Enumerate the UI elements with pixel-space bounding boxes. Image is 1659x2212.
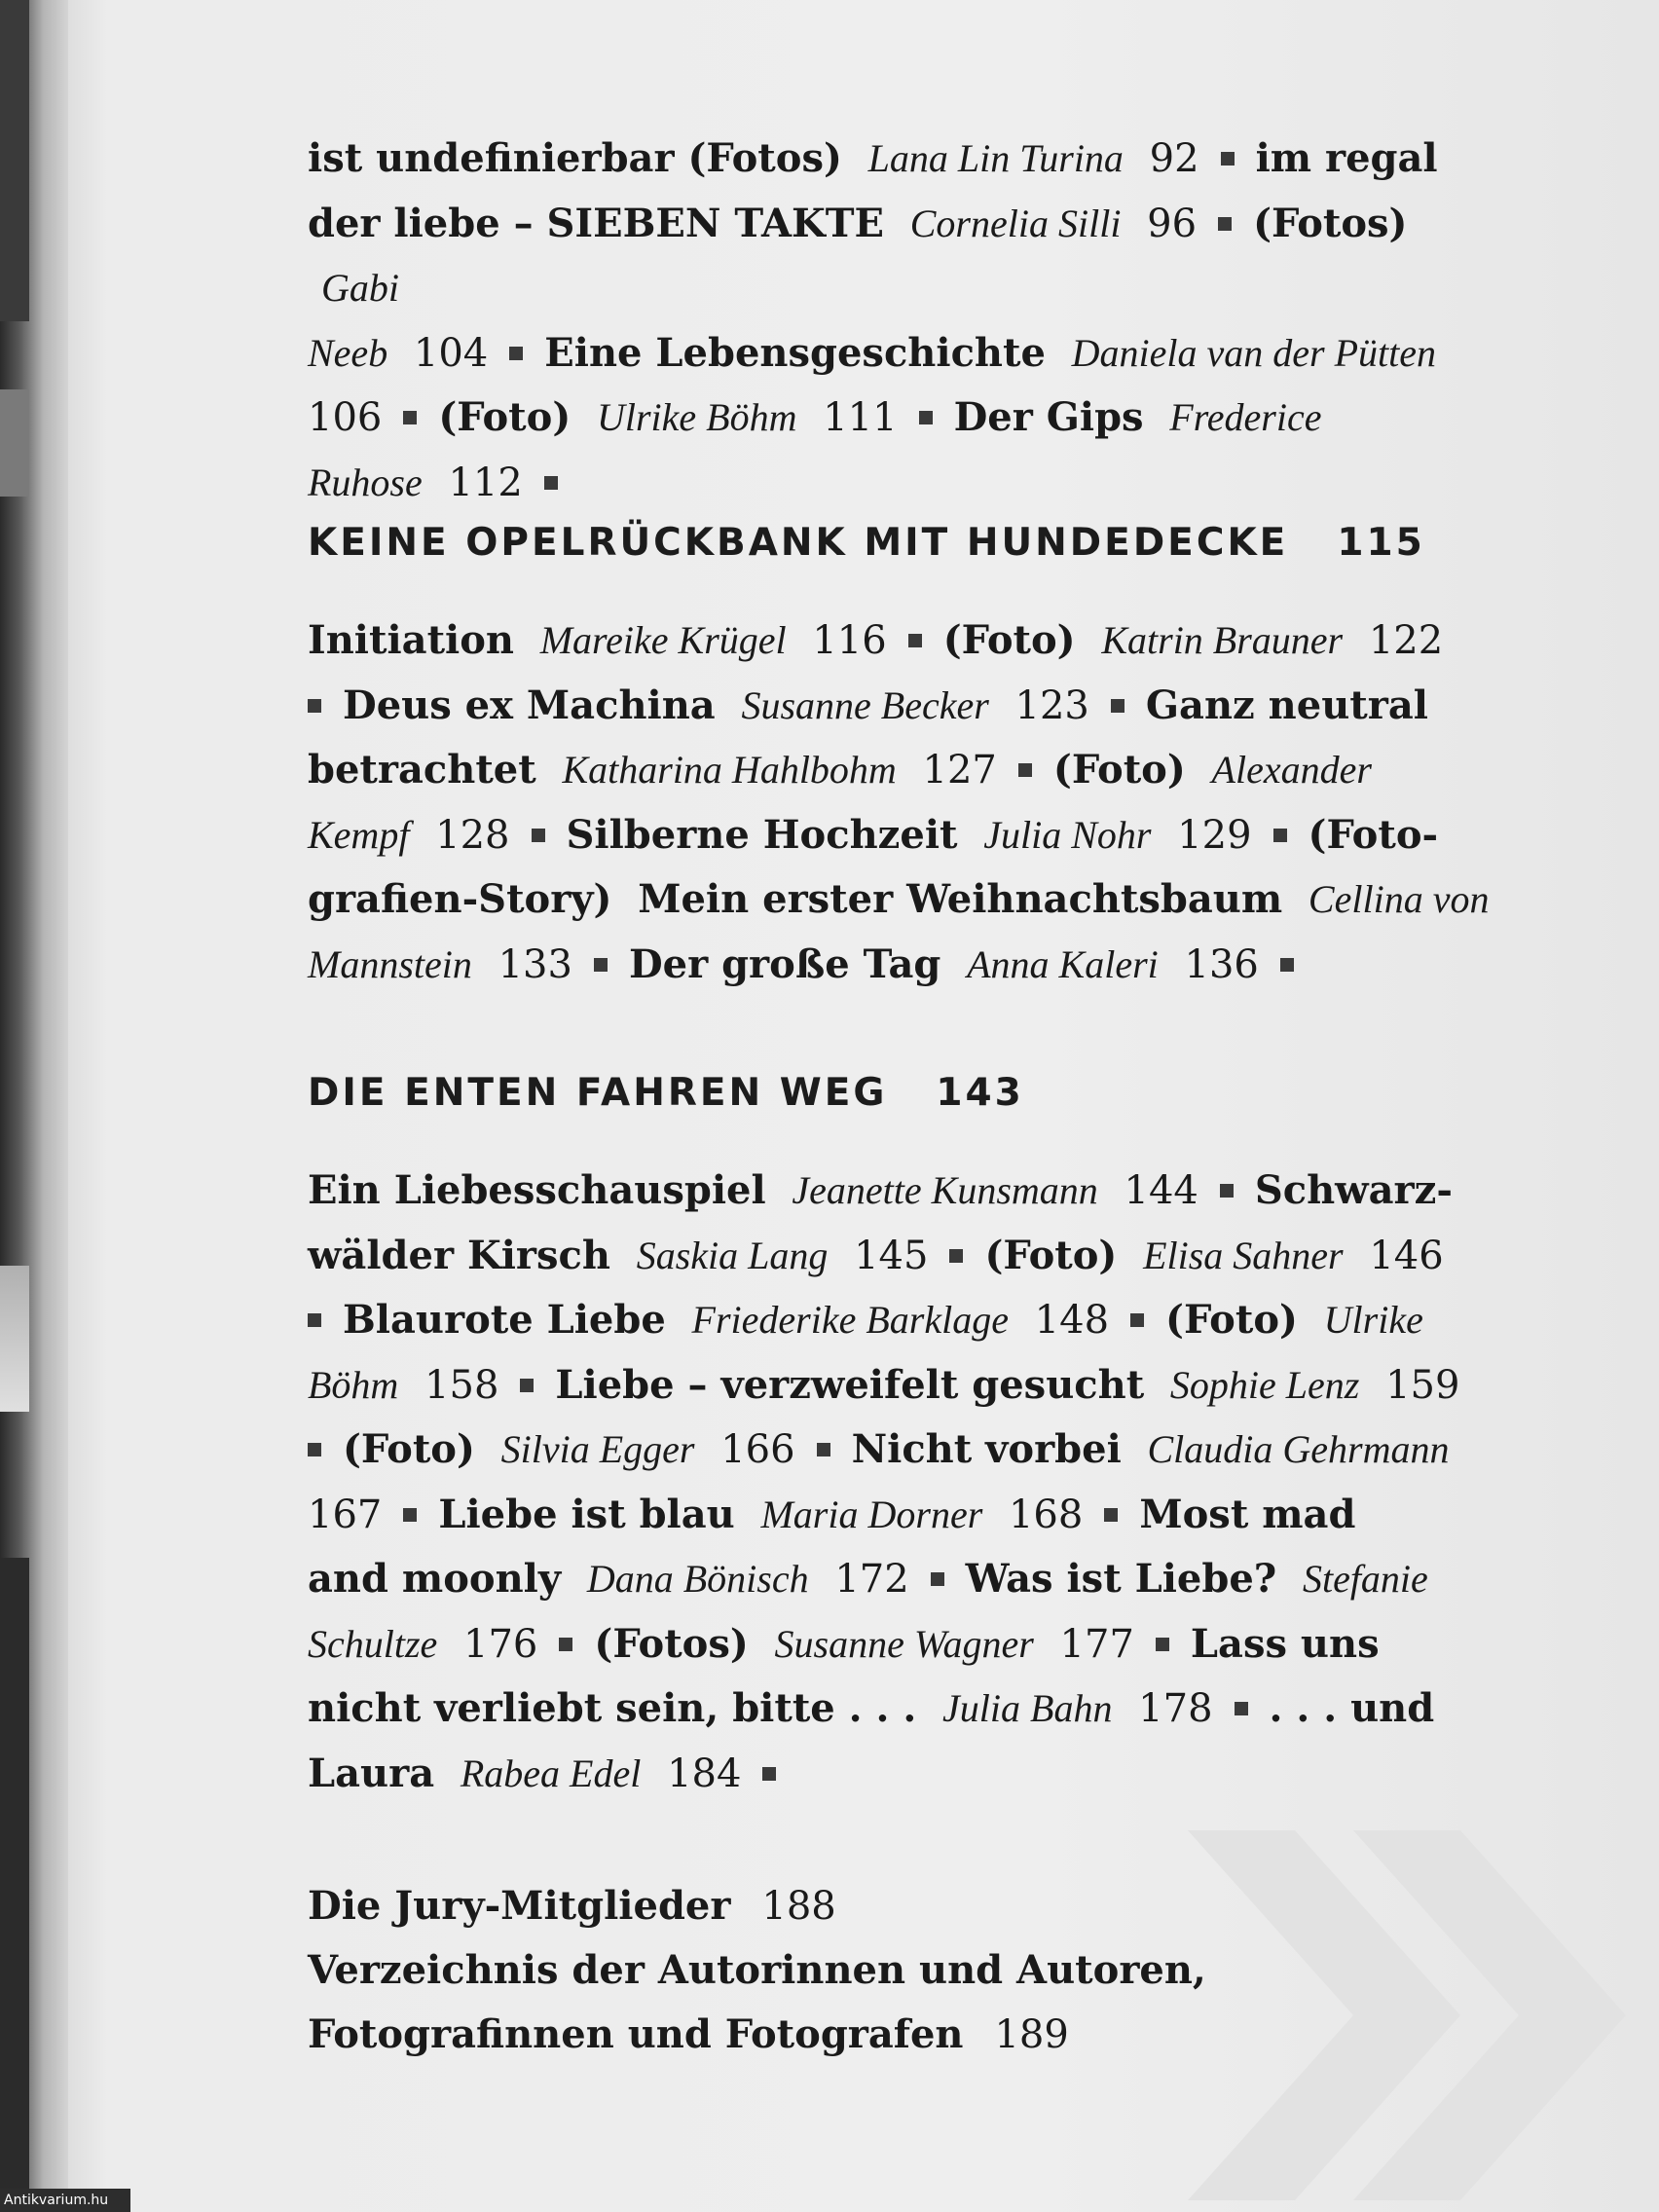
entry-author: Neeb <box>308 330 388 375</box>
bullet-separator-icon <box>559 1638 572 1651</box>
toc-line <box>308 1159 1491 1224</box>
entry-page: 148 <box>1034 1298 1110 1343</box>
entry-title: (Foto) <box>942 617 1076 663</box>
entry-title: (Foto) <box>1052 747 1186 793</box>
entry-author: Alexander <box>1211 748 1372 792</box>
back-matter <box>308 1874 1206 2067</box>
entry-author: Claudia Gehrmann <box>1147 1427 1450 1471</box>
toc-line <box>308 1938 1206 2003</box>
entry-title: der liebe – SIEBEN TAKTE <box>308 200 885 246</box>
bullet-separator-icon <box>308 1313 321 1327</box>
toc-line <box>308 321 1491 387</box>
entry-title: Silberne Hochzeit <box>566 811 958 858</box>
toc-section-3 <box>308 1159 1491 1806</box>
entry-title: wälder Kirsch <box>308 1232 610 1278</box>
entry-title: (Foto) <box>984 1232 1118 1278</box>
entry-title: Blaurote Liebe <box>343 1297 666 1343</box>
bullet-separator-icon <box>403 1508 417 1522</box>
entry-author: Ruhose <box>308 460 423 504</box>
entry-author: Stefanie <box>1302 1557 1428 1601</box>
entry-title: Deus ex Machina <box>343 682 716 728</box>
entry-page: 166 <box>720 1427 795 1472</box>
entry-page: 158 <box>424 1362 499 1408</box>
entry-author: Dana Bönisch <box>586 1557 809 1601</box>
toc-line <box>308 1224 1491 1289</box>
toc-line <box>308 1874 1206 1938</box>
entry-title: (Foto) <box>1165 1297 1298 1343</box>
toc-line <box>308 674 1491 739</box>
entry-page: 96 <box>1147 201 1198 246</box>
entry-title: Lass uns <box>1190 1620 1380 1667</box>
entry-author: Ulrike Böhm <box>596 395 797 439</box>
toc-line <box>308 192 1491 321</box>
entry-title: (Foto- <box>1308 811 1439 858</box>
entry-page: 112 <box>448 460 523 505</box>
section-heading-page: 143 <box>936 1071 1024 1115</box>
entry-author: Elisa Sahner <box>1143 1233 1344 1277</box>
entry-author: Julia Bahn <box>942 1686 1113 1730</box>
entry-author: Sophie Lenz <box>1169 1362 1360 1407</box>
toc-section-1 <box>308 127 1491 515</box>
section-heading-page: 115 <box>1337 521 1425 565</box>
bullet-separator-icon <box>1280 958 1294 972</box>
entry-page: 104 <box>413 330 489 376</box>
entry-title: Liebe – verzweifelt gesucht <box>555 1361 1145 1408</box>
toc-line <box>308 608 1491 674</box>
toc-line <box>308 1353 1491 1419</box>
bullet-separator-icon <box>1273 829 1287 842</box>
entry-author: Ulrike <box>1323 1298 1423 1342</box>
entry-title: Schwarz- <box>1254 1167 1453 1213</box>
entry-author: Rabea Edel <box>460 1751 642 1795</box>
entry-title: Der große Tag <box>628 940 941 987</box>
entry-page: 111 <box>823 395 898 440</box>
index-entry: Verzeichnis der Autorinnen und Autoren, <box>308 1947 1206 1993</box>
entry-author: Daniela van der Pütten <box>1071 330 1437 375</box>
entry-title: Eine Lebensgeschichte <box>544 329 1046 376</box>
entry-author: Susanne Becker <box>741 682 989 727</box>
toc-line <box>308 1288 1491 1353</box>
entry-title: Laura <box>308 1750 435 1796</box>
entry-title: (Foto) <box>343 1426 475 1472</box>
toc-line <box>308 933 1491 998</box>
entry-page: 129 <box>1177 812 1252 858</box>
toc-line <box>308 738 1491 803</box>
entry-title: . . . und <box>1269 1685 1435 1731</box>
entry-title: Der Gips <box>953 394 1144 440</box>
entry-page: 92 <box>1149 136 1199 181</box>
entry-author: Mareike Krügel <box>539 618 787 662</box>
entry-author: Julia Nohr <box>983 812 1152 857</box>
entry-title: betrachtet <box>308 747 536 793</box>
bullet-separator-icon <box>1156 1638 1169 1651</box>
bullet-separator-icon <box>544 476 558 490</box>
bullet-separator-icon <box>1111 699 1124 713</box>
entry-page: 146 <box>1369 1233 1444 1278</box>
bullet-separator-icon <box>509 347 523 360</box>
bullet-separator-icon <box>532 829 545 842</box>
entry-title: Most mad <box>1139 1491 1356 1537</box>
toc-line <box>308 451 1491 516</box>
bullet-separator-icon <box>817 1443 830 1456</box>
toc-line <box>308 1612 1491 1677</box>
entry-title: Nicht vorbei <box>851 1426 1122 1472</box>
site-watermark: Antikvarium.hu <box>0 2189 130 2212</box>
entry-author: Susanne Wagner <box>774 1621 1034 1666</box>
toc-line <box>308 1547 1491 1612</box>
entry-author: Kempf <box>308 812 410 857</box>
entry-page: 172 <box>834 1557 909 1602</box>
bullet-separator-icon <box>520 1379 534 1392</box>
entry-page: 178 <box>1138 1686 1213 1731</box>
bullet-separator-icon <box>1221 152 1235 166</box>
bullet-separator-icon <box>1235 1702 1248 1715</box>
binding-shadow <box>0 389 29 497</box>
toc-line <box>308 1418 1491 1483</box>
entry-page: 184 <box>667 1751 742 1796</box>
bullet-separator-icon <box>403 411 417 424</box>
entry-page: 123 <box>1014 682 1089 728</box>
entry-author: Gabi <box>321 266 399 310</box>
toc-line <box>308 2003 1206 2067</box>
entry-page: 176 <box>463 1621 538 1667</box>
entry-author: Lana Lin Turina <box>867 136 1124 180</box>
entry-title: Initiation <box>308 617 515 663</box>
book-binding <box>0 0 68 2212</box>
index-entry: Fotografinnen und Fotografen <box>308 2011 964 2057</box>
entry-page: 116 <box>812 618 887 663</box>
entry-title: grafien-Story) <box>308 876 612 922</box>
entry-page: 127 <box>922 748 997 793</box>
entry-page: 177 <box>1059 1621 1134 1667</box>
binding-shadow <box>0 0 29 321</box>
entry-author: Katharina Hahlbohm <box>562 748 897 792</box>
bullet-separator-icon <box>1018 763 1032 777</box>
entry-author: Maria Dorner <box>760 1492 983 1536</box>
entry-author: Anna Kaleri <box>967 941 1159 986</box>
entry-title: (Fotos) <box>1253 200 1408 246</box>
entry-page: 168 <box>1008 1492 1084 1537</box>
entry-title: (Foto) <box>438 394 571 440</box>
entry-page: 128 <box>435 812 510 858</box>
entry-page: 144 <box>1124 1168 1198 1213</box>
entry-author: Böhm <box>308 1362 399 1407</box>
entry-author: Cellina von <box>1308 877 1490 921</box>
entry-title: nicht verliebt sein, bitte . . . <box>308 1685 917 1731</box>
toc-line <box>308 803 1491 868</box>
entry-title: and moonly <box>308 1556 562 1602</box>
entry-page: 159 <box>1385 1362 1460 1408</box>
entry-author: Schultze <box>308 1621 438 1666</box>
bullet-separator-icon <box>1218 217 1232 231</box>
toc-line <box>308 127 1491 192</box>
bullet-separator-icon <box>908 634 922 647</box>
jury-entry: Die Jury-Mitglieder <box>308 1883 731 1929</box>
entry-author: Frederice <box>1169 395 1322 439</box>
entry-page: 145 <box>854 1233 929 1278</box>
entry-page: 167 <box>308 1492 383 1537</box>
bullet-separator-icon <box>1104 1508 1118 1522</box>
toc-line <box>308 1677 1491 1742</box>
bullet-separator-icon <box>949 1249 963 1263</box>
entry-title: Liebe ist blau <box>438 1491 735 1537</box>
section-heading <box>308 521 1425 565</box>
entry-page: 188 <box>761 1884 836 1929</box>
entry-author: Cornelia Silli <box>909 201 1122 245</box>
entry-page: 122 <box>1368 618 1444 663</box>
toc-section-2 <box>308 608 1491 997</box>
bullet-separator-icon <box>308 1443 321 1456</box>
bullet-separator-icon <box>931 1572 944 1586</box>
entry-author: Saskia Lang <box>636 1233 829 1277</box>
toc-line <box>308 867 1491 933</box>
entry-page: 189 <box>994 2012 1069 2057</box>
entry-title: Ein Liebesschauspiel <box>308 1167 766 1213</box>
chevron-watermark-icon <box>1188 1830 1655 2200</box>
bullet-separator-icon <box>594 958 608 972</box>
entry-author: Mannstein <box>308 941 472 986</box>
entry-title: Was ist Liebe? <box>965 1556 1277 1602</box>
entry-title: ist undefinierbar (Fotos) <box>308 135 842 181</box>
binding-shadow <box>0 1558 29 2212</box>
entry-page: 136 <box>1184 941 1259 987</box>
bullet-separator-icon <box>1130 1313 1144 1327</box>
toc-line <box>308 1483 1491 1548</box>
entry-title: Ganz neutral <box>1145 682 1428 728</box>
entry-author: Friederike Barklage <box>691 1298 1009 1342</box>
bullet-separator-icon <box>919 411 933 424</box>
bullet-separator-icon <box>762 1767 776 1781</box>
entry-page: 106 <box>308 395 383 440</box>
binding-shadow <box>0 1266 29 1412</box>
bullet-separator-icon <box>308 699 321 713</box>
section-heading-title: KEINE OPELRÜCKBANK MIT HUNDEDECKE <box>308 521 1289 565</box>
entry-page: 133 <box>498 941 572 987</box>
entry-title: Mein erster Weihnachtsbaum <box>638 876 1283 922</box>
entry-author: Silvia Egger <box>500 1427 695 1471</box>
entry-title: im regal <box>1255 135 1438 181</box>
entry-author: Katrin Brauner <box>1101 618 1344 662</box>
toc-line <box>308 386 1491 451</box>
section-heading <box>308 1071 1024 1115</box>
section-heading-title: DIE ENTEN FAHREN WEG <box>308 1071 888 1115</box>
entry-title: (Fotos) <box>594 1620 749 1667</box>
toc-line <box>308 1742 1491 1807</box>
entry-author: Jeanette Kunsmann <box>792 1168 1098 1212</box>
bullet-separator-icon <box>1220 1184 1234 1198</box>
